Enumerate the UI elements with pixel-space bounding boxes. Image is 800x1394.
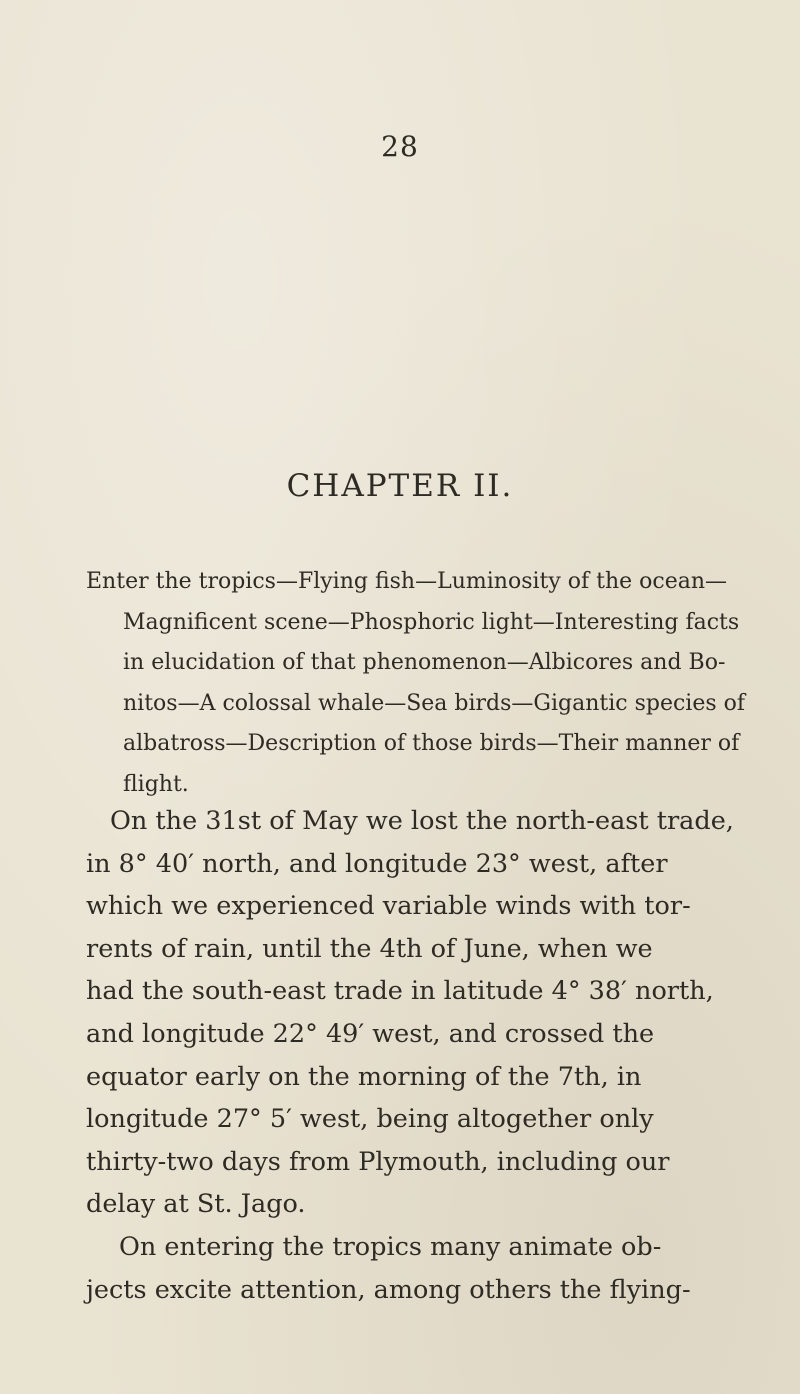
synopsis-line: Magnificent scene—Phosphoric light—Interesting facts <box>123 609 740 635</box>
paragraph-line: and longitude 22° 49′ west, and crossed the <box>86 1018 655 1049</box>
paragraph-line: rents of rain, until the 4th of June, when we <box>86 933 653 964</box>
chapter-title: CHAPTER II. <box>286 468 514 504</box>
paragraph-line: jects excite attention, among others the flying- <box>86 1274 691 1305</box>
paragraph-line: On entering the tropics many animate ob- <box>119 1231 662 1262</box>
chapter-synopsis <box>86 562 786 805</box>
page-number: 28 <box>381 130 419 163</box>
paragraph-line: equator early on the morning of the 7th, in <box>86 1061 642 1092</box>
paragraph-line: delay at St. Jago. <box>86 1189 306 1220</box>
synopsis-line: in elucidation of that phenomenon—Albicores and Bo- <box>123 650 726 675</box>
synopsis-line: nitos—A colossal whale—Sea birds—Gigantic species of <box>123 690 746 716</box>
paragraph-line: thirty-two days from Plymouth, including our <box>86 1146 670 1177</box>
paragraph-line: in 8° 40′ north, and longitude 23° west, after <box>86 848 668 879</box>
paragraph-line: had the south-east trade in latitude 4° 38′ north, <box>86 976 714 1007</box>
synopsis-line: Enter the tropics—Flying fish—Luminosity of the ocean— <box>86 569 728 594</box>
body-text <box>86 800 786 1311</box>
synopsis-line: flight. <box>123 771 189 797</box>
paragraph-line: longitude 27° 5′ west, being altogether only <box>86 1104 654 1135</box>
paragraph-line: On the 31st of May we lost the north-east trade, <box>110 806 734 836</box>
paragraph-line: which we experienced variable winds with tor- <box>86 891 691 922</box>
synopsis-line: albatross—Description of those birds—Their manner of <box>123 731 740 756</box>
